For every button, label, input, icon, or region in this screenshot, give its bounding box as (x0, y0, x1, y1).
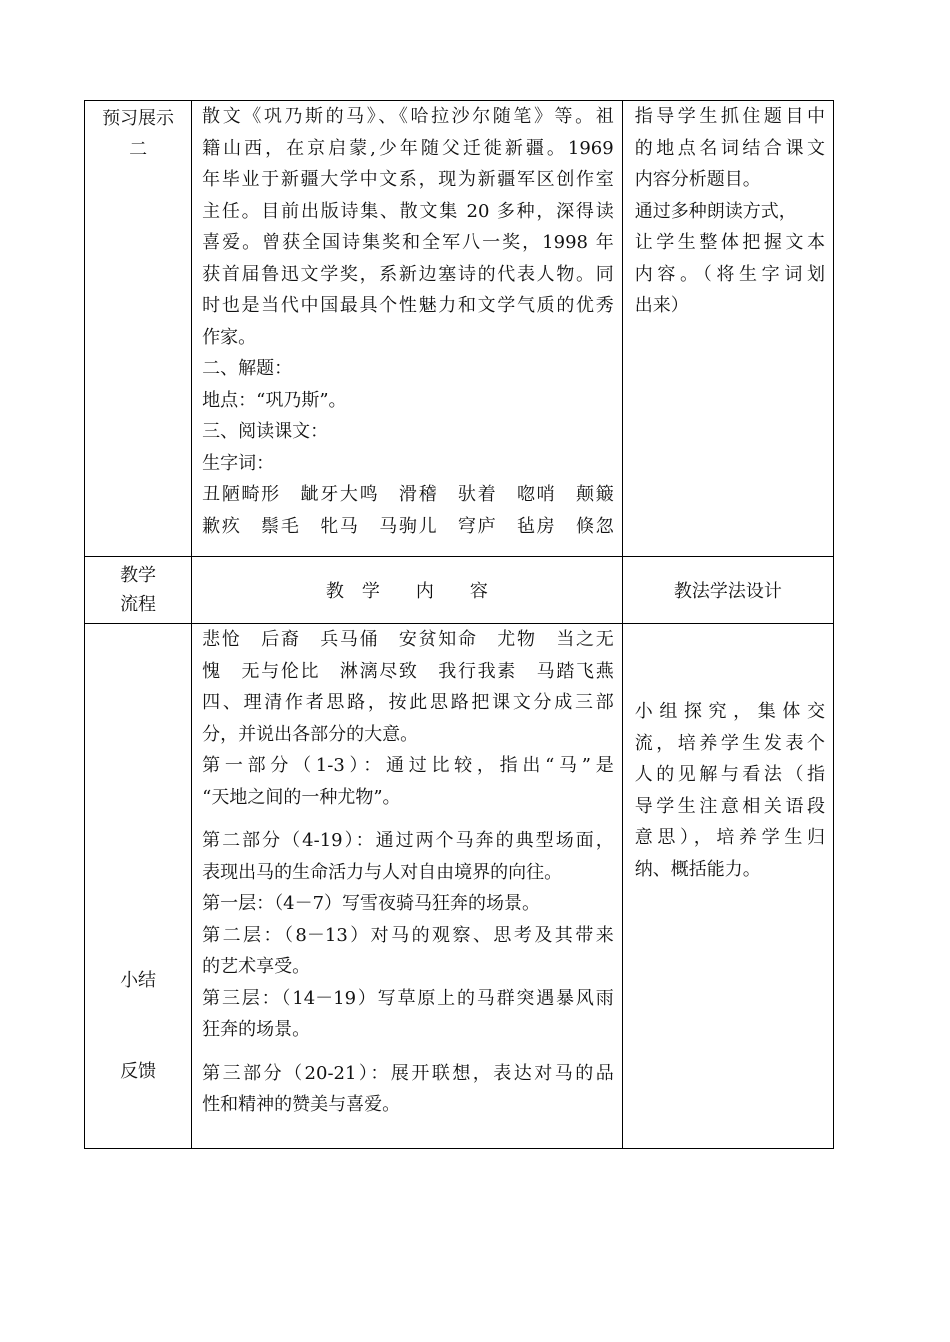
method-line: 内容分析题目。 (634, 169, 761, 190)
content-line: 时也是当代中国最具个性魅力和文学气质的优秀 (202, 295, 614, 316)
summary-method-cell (622, 624, 833, 1149)
vocabulary-line: 丑陋畸形 龇牙大鸣 滑稽 驮着 唿哨 颠簸 (202, 484, 614, 505)
method-line: 纳、概括能力。 (634, 858, 761, 880)
content-line: 的艺术享受。 (202, 956, 311, 977)
preview-method-cell (622, 101, 833, 557)
method-line: 让学生整体把握文本 (634, 232, 825, 253)
content-line: 狂奔的场景。 (202, 1019, 311, 1040)
preview-label-line-2: 二 (129, 139, 148, 160)
header-process-cell (85, 557, 192, 624)
preview-content-cell (192, 101, 623, 557)
header-row (85, 557, 834, 624)
summary-label: 小结 (120, 970, 157, 991)
content-line: 地点：“巩乃斯”。 (202, 389, 347, 411)
method-line: 的地点名词结合课文 (634, 137, 825, 159)
header-method-cell (622, 557, 833, 624)
content-line: 籍山西，在京启蒙,少年随父迁徙新疆。1969 (202, 137, 614, 159)
content-line: 喜爱。曾获全国诗集奖和全军八一奖，1998 年 (202, 232, 614, 253)
method-line: 导学生注意相关语段 (634, 795, 825, 817)
method-line: 流，培养学生发表个 (634, 732, 825, 754)
content-line: 作家。 (202, 326, 257, 348)
method-line: 出来） (634, 295, 689, 316)
content-line: 年毕业于新疆大学中文系，现为新疆军区创作室 (202, 169, 614, 190)
content-line: 表现出马的生命活力与人对自由境界的向往。 (202, 861, 563, 883)
content-line: 第一部分（1-3）：通过比较，指出“马”是 (202, 755, 614, 776)
content-line: 第三层：（14－19）写草原上的马群突遇暴风雨 (202, 987, 614, 1009)
paragraph-gap (202, 813, 614, 825)
preview-row (85, 101, 834, 557)
summary-label-cell (85, 624, 192, 1149)
method-line: 人的见解与看法（指 (634, 764, 825, 785)
summary-row (85, 624, 834, 1149)
method-line: 指导学生抓住题目中 (634, 106, 825, 127)
method-line: 小组探究，集体交 (634, 701, 825, 722)
header-content-title: 教 学 内 容 (325, 581, 488, 602)
header-method-title: 教法学法设计 (673, 581, 782, 602)
content-line: 第三部分（20-21）：展开联想，表达对马的品 (202, 1062, 614, 1084)
method-line: 意思），培养学生归 (634, 827, 825, 848)
header-process-line-1: 教学 (120, 565, 157, 586)
method-line: 内容。（将生字词划 (634, 263, 825, 285)
header-process-line-2: 流程 (120, 594, 157, 615)
preview-label-cell (85, 101, 192, 557)
lesson-plan-table (84, 100, 834, 1149)
content-line: 三、阅读课文： (202, 421, 329, 442)
content-line: “天地之间的一种尤物”。 (202, 786, 401, 808)
content-line: 性和精神的赞美与喜爱。 (202, 1094, 401, 1115)
content-line: 二、解题： (202, 358, 293, 379)
content-line: 生字词： (202, 452, 275, 474)
content-line: 分，并说出各部分的大意。 (202, 723, 419, 745)
header-content-cell (192, 557, 623, 624)
vocabulary-line: 歉疚 鬃毛 牝马 马驹儿 穹庐 毡房 倏忽 (202, 515, 614, 537)
content-line: 悲怆 后裔 兵马俑 安贫知命 尤物 当之无 (202, 629, 614, 650)
content-line: 第二层：（8－13）对马的观察、思考及其带来 (202, 924, 614, 946)
feedback-label: 反馈 (120, 1061, 157, 1082)
content-line: 散文《巩乃斯的马》、《哈拉沙尔随笔》等。祖 (202, 106, 614, 127)
content-line: 获首届鲁迅文学奖，系新边塞诗的代表人物。同 (202, 263, 614, 285)
content-line: 主任。目前出版诗集、散文集 20 多种，深得读 (202, 200, 614, 222)
summary-content-cell (192, 624, 623, 1149)
content-line: 第一层：（4－7）写雪夜骑马狂奔的场景。 (202, 893, 541, 914)
preview-label-line-1: 预习展示 (102, 108, 175, 129)
content-line: 四、理清作者思路，按此思路把课文分成三部 (202, 692, 614, 713)
method-line: 通过多种朗读方式， (634, 200, 797, 222)
content-line: 愧 无与伦比 淋漓尽致 我行我素 马踏飞燕 (202, 660, 614, 682)
paragraph-gap (202, 1046, 614, 1058)
content-line: 第二部分（4-19）：通过两个马奔的典型场面， (202, 830, 614, 851)
